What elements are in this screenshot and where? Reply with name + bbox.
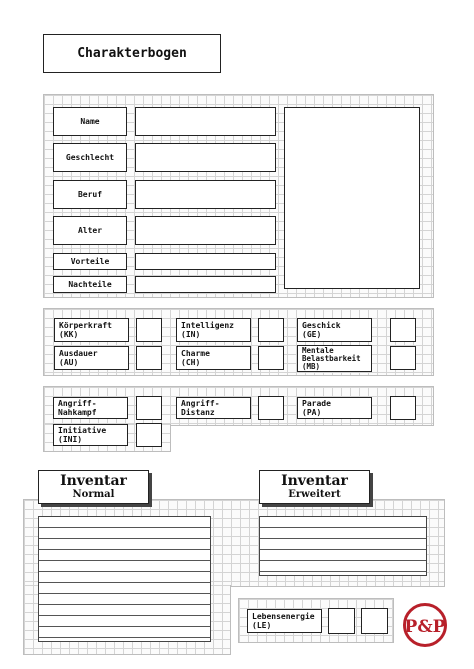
pnp-logo-text: P&P (404, 617, 446, 637)
geschick-label: Geschick (GE) (297, 318, 372, 342)
lebensenergie-label: Lebensenergie (LE) (247, 609, 322, 633)
mentale-belastbarkeit-label: Mentale Belastbarkeit (MB) (297, 345, 372, 372)
sheet-title: Charakterbogen (43, 34, 221, 73)
portrait-box[interactable] (284, 107, 420, 289)
inventory-extended-lines[interactable] (259, 516, 427, 576)
mentale-belastbarkeit-value[interactable] (390, 346, 416, 370)
name-field[interactable] (135, 107, 276, 136)
parade-value[interactable] (390, 396, 416, 420)
inventory-normal-lines[interactable] (38, 516, 211, 642)
initiative-value[interactable] (136, 423, 162, 447)
beruf-field[interactable] (135, 180, 276, 209)
inventory-normal-title: Inventar (60, 473, 127, 489)
koerperkraft-label: Körperkraft (KK) (54, 318, 129, 342)
initiative-label: Initiative (INI) (53, 424, 128, 446)
vorteile-label: Vorteile (53, 253, 127, 270)
geschlecht-field[interactable] (135, 143, 276, 172)
pnp-logo (402, 602, 448, 648)
vorteile-field[interactable] (135, 253, 276, 270)
inventory-extended-title: Inventar (281, 473, 348, 489)
inventory-normal-subtitle: Normal (72, 489, 115, 500)
ausdauer-value[interactable] (136, 346, 162, 370)
nachteile-label: Nachteile (53, 276, 127, 293)
intelligenz-value[interactable] (258, 318, 284, 342)
inventory-normal-header (38, 470, 149, 504)
pnp-logo-icon (402, 602, 448, 648)
name-label: Name (53, 107, 127, 136)
alter-label: Alter (53, 216, 127, 245)
parade-label: Parade (PA) (297, 397, 372, 419)
charme-label: Charme (CH) (176, 346, 251, 370)
intelligenz-label: Intelligenz (IN) (176, 318, 251, 342)
alter-field[interactable] (135, 216, 276, 245)
ausdauer-label: Ausdauer (AU) (54, 346, 129, 370)
geschick-value[interactable] (390, 318, 416, 342)
angriff-nahkampf-value[interactable] (136, 396, 162, 420)
inventory-extended-subtitle: Erweitert (288, 489, 341, 500)
lebensenergie-max[interactable] (361, 608, 388, 634)
koerperkraft-value[interactable] (136, 318, 162, 342)
beruf-label: Beruf (53, 180, 127, 209)
lebensenergie-value[interactable] (328, 608, 355, 634)
nachteile-field[interactable] (135, 276, 276, 293)
inventory-extended-header (259, 470, 370, 504)
angriff-distanz-label: Angriff-Distanz (176, 397, 251, 419)
charme-value[interactable] (258, 346, 284, 370)
geschlecht-label: Geschlecht (53, 143, 127, 172)
angriff-nahkampf-label: Angriff-Nahkampf (53, 397, 128, 419)
angriff-distanz-value[interactable] (258, 396, 284, 420)
